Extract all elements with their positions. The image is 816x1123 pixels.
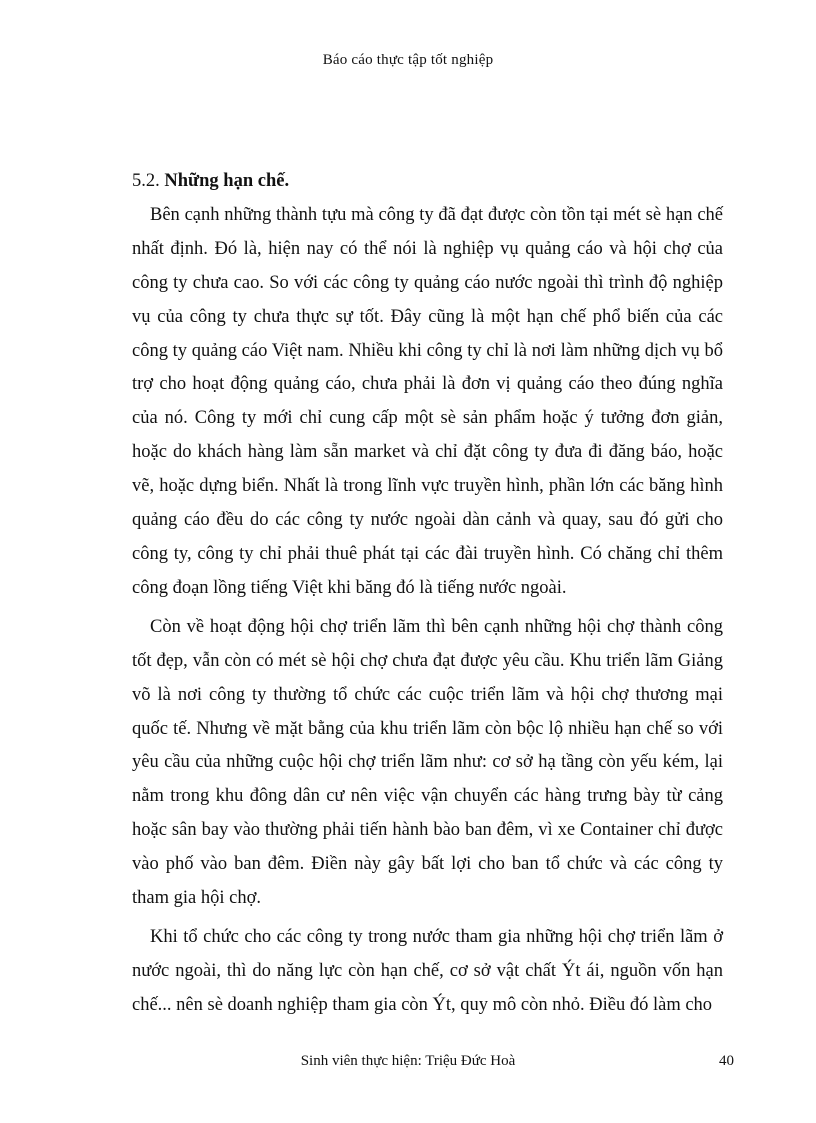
header-title: Báo cáo thực tập tốt nghiệp — [322, 52, 494, 68]
section-heading — [132, 165, 723, 199]
page-number: 40 — [719, 1053, 734, 1069]
section-number: 5.2. — [132, 171, 160, 191]
paragraph-3: Khi tổ chức cho các công ty trong nước tham gia những hội chợ triển lãm ở nước ngoài, thì do năng lực còn hạn chế, cơ sở vật chất Ýt ái, nguồn vốn hạn chế... nên sè doanh nghiệp tham gia còn Ýt, quy mô còn nhỏ. Điều đó làm cho — [132, 926, 723, 1015]
paragraph-1: Bên cạnh những thành tựu mà công ty đã đạt được còn tồn tại mét sè hạn chế nhất định. Đó là, hiện nay có thể nói là nghiệp vụ quảng cáo và hội chợ của công ty chưa cao. So với các công ty quảng cáo nước ngoài thì trình độ nghiệp vụ của công ty chưa thực sự tốt. Đây cũng là một hạn chế phổ biến của các công ty quảng cáo Việt nam. Nhiều khi công ty chỉ là nơi làm những dịch vụ bổ trợ cho hoạt động quảng cáo, chưa phải là đơn vị quảng cáo theo đúng nghĩa của nó. Công ty mới chỉ cung cấp một sè sản phẩm hoặc ý tưởng đơn giản, hoặc do khách hàng làm sẵn market và chỉ đặt công ty đưa đi đăng báo, hoặc vẽ, hoặc dựng biển. Nhất là trong lĩnh vực truyền hình, phần lớn các băng hình quảng cáo đều do các công ty nước ngoài dàn cảnh và quay, sau đó gửi cho công ty, công ty chỉ phải thuê phát tại các đài truyền hình. Có chăng chỉ thêm công đoạn lồng tiếng Việt khi băng đó là tiếng nước ngoài. — [132, 204, 723, 598]
document-body — [132, 165, 723, 1028]
section-title: Những hạn chế. — [164, 171, 290, 191]
paragraph-2: Còn về hoạt động hội chợ triển lãm thì bên cạnh những hội chợ thành công tốt đẹp, vẫn còn có mét sè hội chợ chưa đạt được yêu cầu. Khu triển lãm Giảng võ là nơi công ty thường tổ chức các cuộc triển lãm và hội chợ thương mại quốc tế. Nhưng về mặt bằng của khu triển lãm còn bộc lộ nhiều hạn chế so với yêu cầu của những cuộc hội chợ triển lãm như: cơ sở hạ tầng còn yếu kém, lại nằm trong khu đông dân cư nên việc vận chuyển các hàng trưng bày từ cảng hoặc sân bay vào thường phải tiến hành bào ban đêm, vì xe Container chỉ được vào phố vào ban đêm. Điền này gây bất lợi cho ban tổ chức và các công ty tham gia hội chợ. — [132, 616, 723, 909]
page-header — [0, 52, 816, 69]
footer-author: Sinh viên thực hiện: Triệu Đức Hoà — [300, 1053, 516, 1069]
